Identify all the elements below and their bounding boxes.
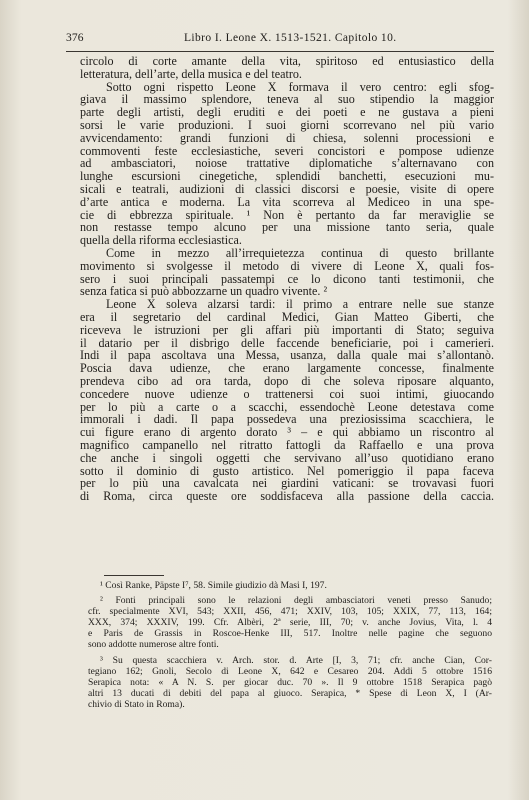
text-line: Leone X soleva alzarsi tardi: il primo a entrare nelle sue stanze: [106, 297, 494, 312]
text-line: quella della riforma ecclesiastica.: [80, 233, 242, 248]
footnote-line: tegiano 162; Gnoli, Secolo di Leone X, 642 e Cesareo 204. Addi 5 ottobre 1516: [88, 665, 492, 677]
footnote-rule: [104, 575, 164, 576]
text-line: immorali i dadi. Il papa possedeva una preziosissima scacchiera, le: [80, 412, 494, 427]
footnotes: [88, 580, 492, 710]
text-line: giava il massimo splendore, teneva al suo stipendio la maggior: [80, 92, 494, 107]
footnote-line: Serapica nota: « A N. S. per giocar duc. 70 ». Il 9 ottobre 1518 Serapica pagò: [88, 676, 492, 688]
footnote: [88, 580, 492, 591]
running-header: [66, 32, 496, 46]
text-line: senza fatica si può abbozzarne un quadro vivente. ²: [80, 284, 328, 299]
text-line: Come in mezzo all’irrequietezza continua di questo brillante: [106, 245, 494, 260]
running-title: Libro I. Leone X. 1513-1521. Capitolo 10.: [184, 32, 397, 44]
text-line: sicali e teatrali, audizioni di classici discorsi e poesie, visite di opere: [80, 181, 494, 196]
footnote-line: e Paris de Grassis in Roscoe-Henke III, 517. Inoltre nelle pagine che seguono: [88, 628, 492, 640]
footnote-line: ² Fonti principali sono le relazioni degli ambasciatori veneti presso Sanudo;: [100, 595, 492, 607]
text-line: sorsi le varie produzioni. I suoi giorni scorrevano nel più vario: [80, 117, 494, 132]
text-line: Poscia dava udienze, che erano largamente concesse, finalmente: [80, 361, 494, 376]
text-line: il datario per il disbrigo delle faccende beneficiarie, poi i camerieri.: [80, 335, 494, 350]
text-line: per lo più a carte o a scacchi, essendochè Leone detestava come: [80, 399, 494, 414]
text-line: di Roma, circa queste ore soddisfaceva alla passione della caccia.: [80, 489, 494, 504]
footnote-line: ³ Su questa scacchiera v. Arch. stor. d. Arte [I, 3, 71; cfr. anche Cian, Cor-: [100, 654, 492, 666]
text-line: ad ambasciatori, noiose trattative diplomatiche s’alternavano con: [80, 156, 494, 171]
text-line: concedere nuove udienze o trattenersi coi suoi intimi, giuocando: [80, 386, 494, 401]
footnote-line: altri 13 ducati di debiti del papa al giuoco. Serapica, * Spese di Leon X, I (Ar-: [88, 687, 492, 699]
page-number: 376: [66, 32, 84, 44]
footnote-line: sono addotte numerose altre fonti.: [88, 639, 219, 651]
text-line: d’arte antica e moderna. La vita scorreva al Mediceo in una spe-: [80, 194, 494, 209]
text-line: movimento si svolgesse il metodo di vivere di Leone X, quali fos-: [80, 258, 494, 273]
text-line: circolo di corte amante della vita, spiritoso ed entusiastico della: [80, 54, 494, 68]
text-line: Sotto ogni rispetto Leone X formava il vero centro: egli sfog-: [106, 79, 494, 94]
footnote: [88, 655, 492, 710]
header-rule: [66, 51, 494, 52]
text-line: per lo più una cavalcata nei giardini vaticani: se trovavasi fuori: [80, 476, 494, 491]
text-line: magnifico campanello nel ritratto fattogli da Raffaello e una prova: [80, 437, 494, 452]
footnote-line: XXX, 374; XXXIV, 199. Cfr. Albèri, 2ª serie, III, 70; v. anche Jovius, Vita, l. 4: [88, 617, 492, 629]
text-line: commoventi feste ecclesiastiche, severi concistori e pompose udienze: [80, 143, 494, 158]
text-line: avvicendamento: grandi funzioni di chiesa, solenni processioni e: [80, 130, 494, 145]
text-line: era il segretario del cardinal Medici, Gian Matteo Giberti, che: [80, 309, 494, 324]
text-line: prendeva cibo ad ora tarda, dopo di che soleva riposare alquanto,: [80, 373, 494, 388]
footnote-line: cfr. specialmente XVI, 543; XXII, 456, 471; XXIV, 103, 105; XXIX, 77, 113, 164;: [88, 606, 492, 618]
text-line: che anche i singoli oggetti che servivano all’uso quotidiano erano: [80, 450, 494, 465]
text-line: lunghe escursioni cinegetiche, splendidi banchetti, esecuzioni mu-: [80, 169, 494, 184]
text-line: parte degli artisti, degli eruditi e dei poeti e ne gustava a pieni: [80, 105, 494, 120]
text-line: sotto il dominio di gusto artistico. Nel pomeriggio il papa faceva: [80, 463, 494, 478]
text-line: cui figure erano di argento dorato ³ – e qui abbiamo un riscontro al: [80, 425, 494, 440]
footnote-line: chivio di Stato in Roma).: [88, 698, 185, 710]
text-line: riceveva le istruzioni per gli affari più importanti di Stato; seguiva: [80, 322, 494, 337]
footnote-line: ¹ Così Ranke, Päpste I⁷, 58. Simile giudizio dà Masi I, 197.: [100, 580, 327, 591]
text-line: Indi il papa ascoltava una Messa, usanza, dalla quale mai s’allontanò.: [80, 348, 494, 363]
text-line: sero i suoi principali passatempi ce lo dicono tanti testimonii, che: [80, 271, 494, 286]
text-line: cie di ebbrezza spirituale. ¹ Non è pertanto da far meraviglie se: [80, 207, 494, 222]
footnote: [88, 595, 492, 650]
text-line: letteratura, dell’arte, della musica e del teatro.: [80, 66, 302, 81]
main-text: [80, 55, 494, 503]
text-line: non restasse tempo alcuno per una missione tanto seria, quale: [80, 220, 494, 235]
